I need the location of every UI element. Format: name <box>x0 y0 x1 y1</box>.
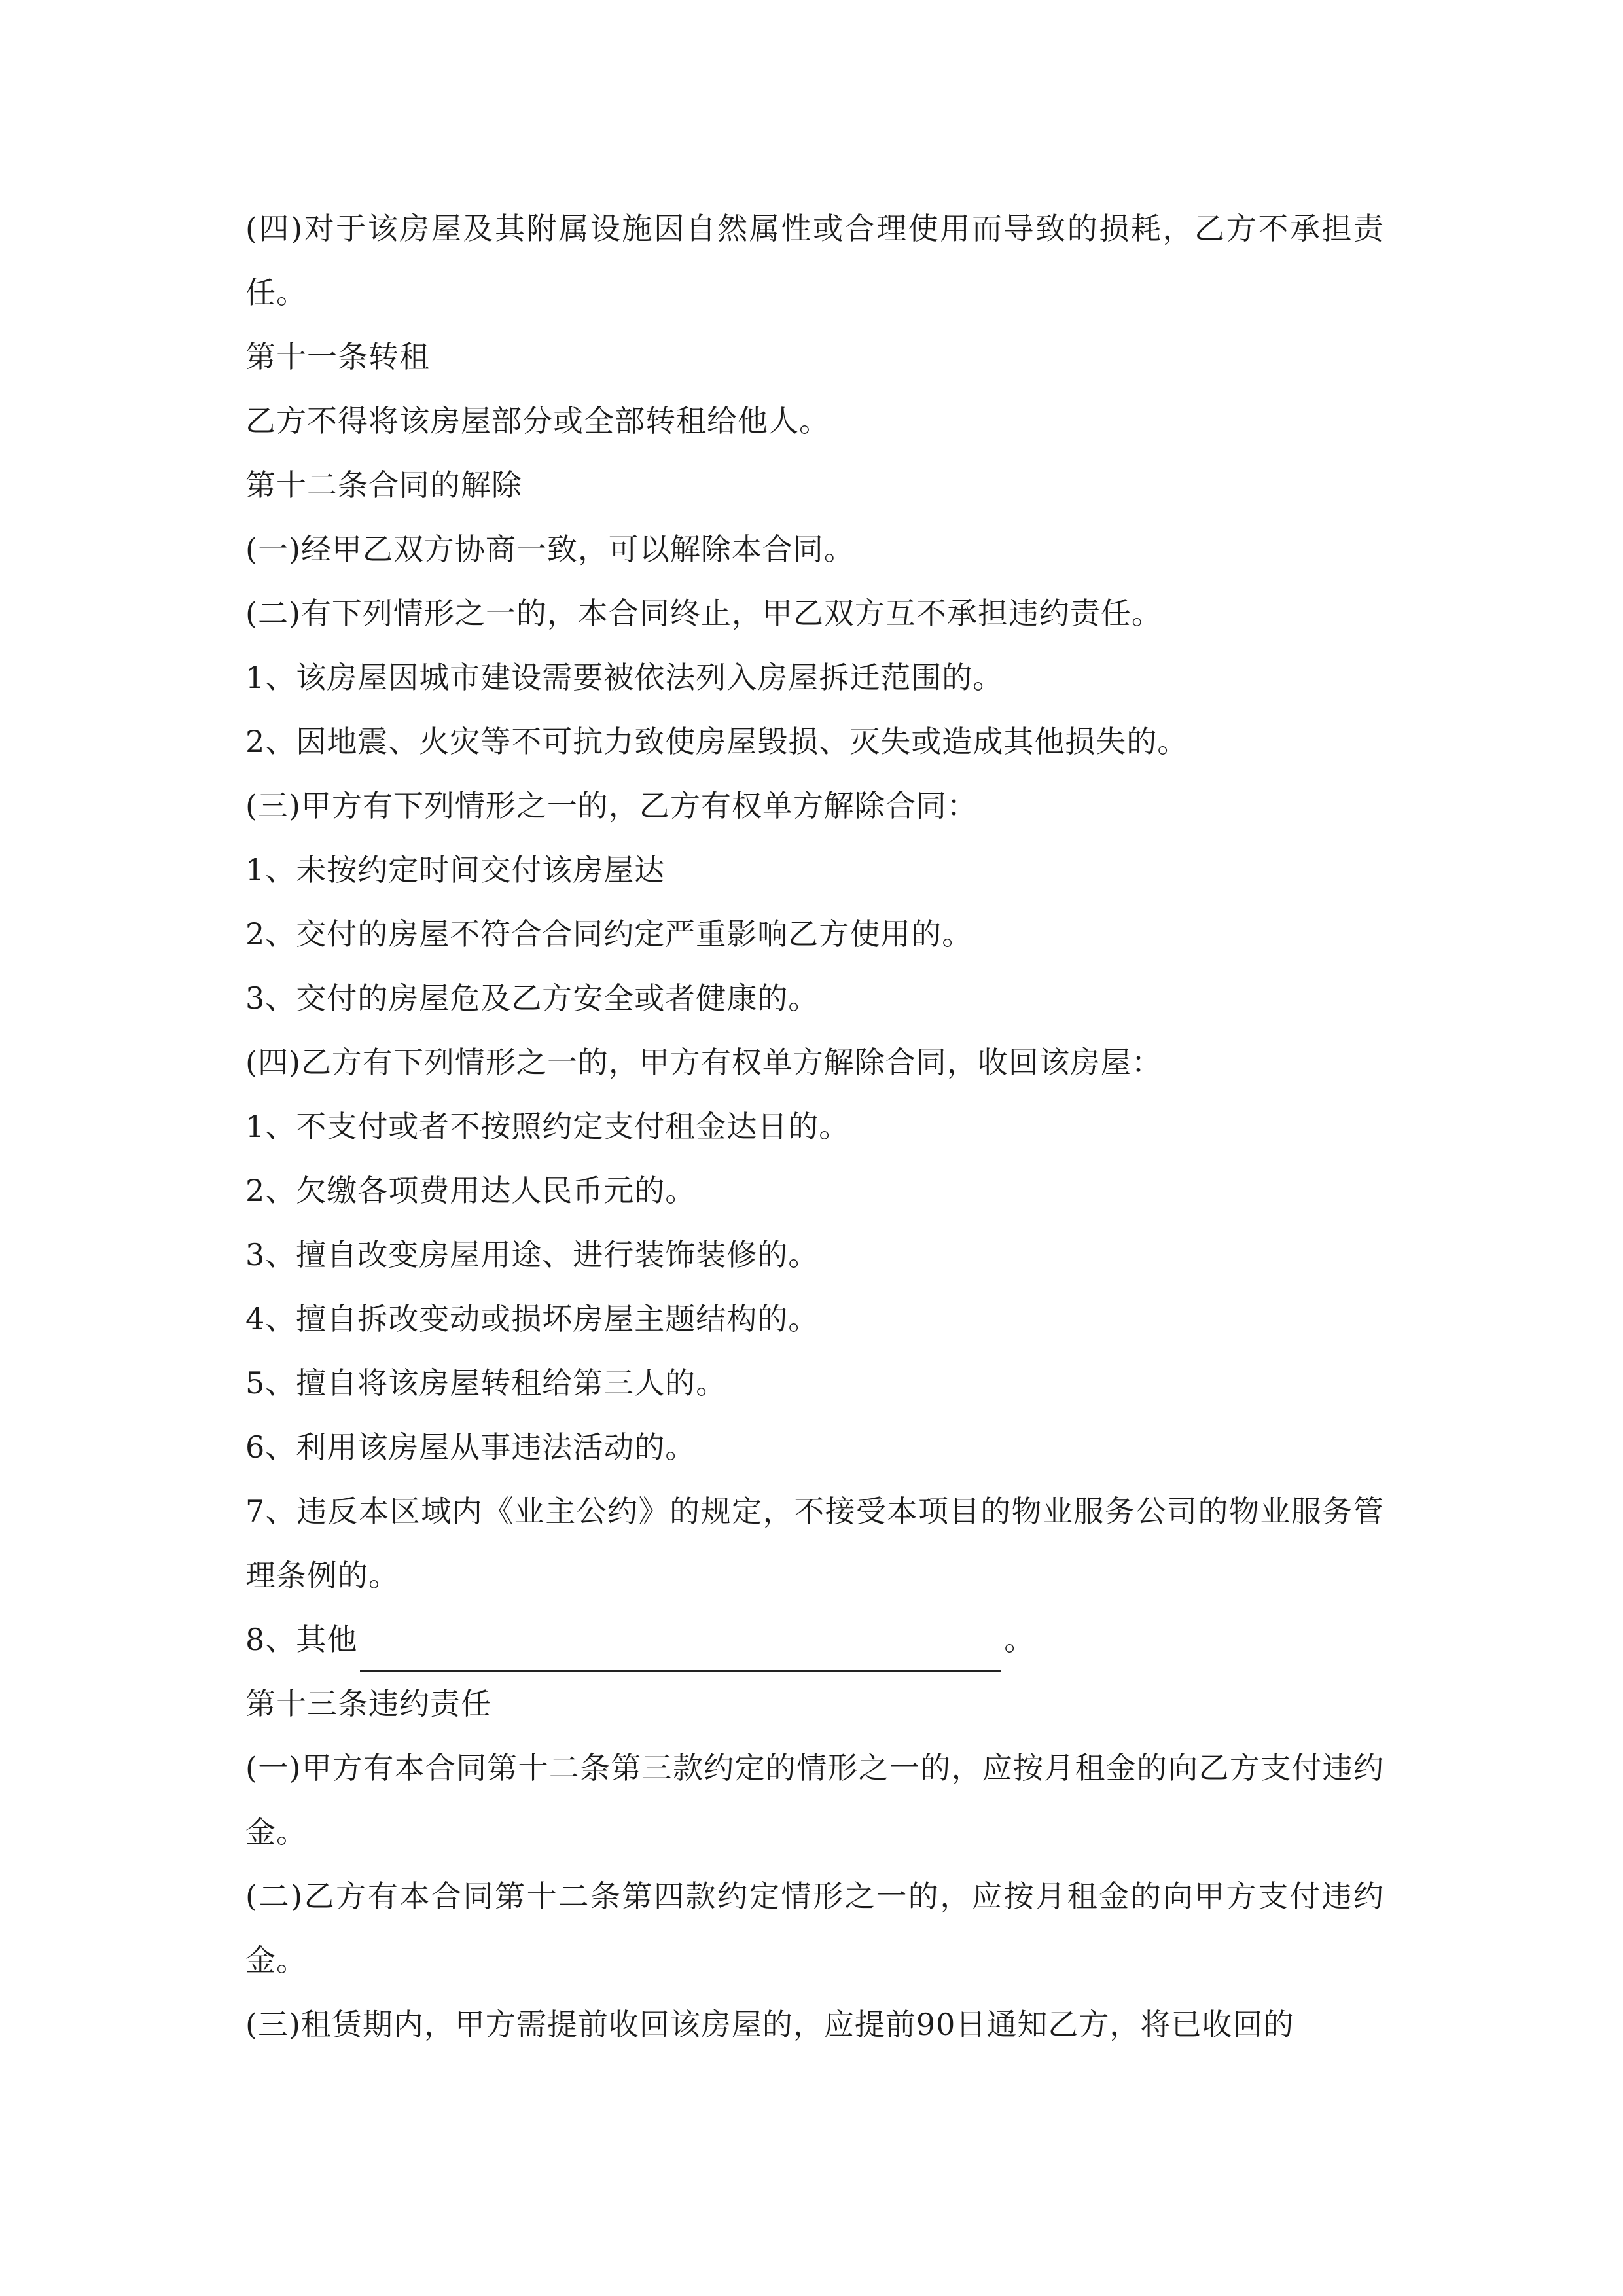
article-12-heading: 第十二条合同的解除 <box>245 467 522 503</box>
article-12-item-4-case-5: 5、擅自将该房屋转租给第三人的。 <box>245 1365 727 1401</box>
article-12-item-4-case-6: 6、利用该房屋从事违法活动的。 <box>245 1429 696 1465</box>
article-13-heading: 第十三条违约责任 <box>245 1686 491 1721</box>
case-8-label: 8、其他 <box>245 1622 358 1657</box>
clause-10-item-4: (四)对于该房屋及其附属设施因自然属性或合理使用而导致的损耗，乙方不承担责任。 <box>245 211 1384 310</box>
article-12-item-2-case-2: 2、因地震、火灾等不可抗力致使房屋毁损、灭失或造成其他损失的。 <box>245 724 1188 759</box>
article-12-item-3-case-3: 3、交付的房屋危及乙方安全或者健康的。 <box>245 980 819 1016</box>
article-11-heading: 第十一条转租 <box>245 339 430 374</box>
article-12-item-2-case-1: 1、该房屋因城市建设需要被依法列入房屋拆迁范围的。 <box>245 660 1004 695</box>
article-12-item-3: (三)甲方有下列情形之一的，乙方有权单方解除合同： <box>245 788 978 823</box>
case-8-suffix: 。 <box>1004 1622 1035 1657</box>
article-12-item-4-case-4: 4、擅自拆改变动或损坏房屋主题结构的。 <box>245 1301 819 1336</box>
article-12-item-4: (四)乙方有下列情形之一的，甲方有权单方解除合同，收回该房屋： <box>245 1045 1162 1080</box>
article-13-item-3: (三)租赁期内，甲方需提前收回该房屋的，应提前90日通知乙方，将已收回的 <box>245 2007 1294 2042</box>
article-12-item-2: (二)有下列情形之一的，本合同终止，甲乙双方互不承担违约责任。 <box>245 596 1162 631</box>
article-12-item-4-case-3: 3、擅自改变房屋用途、进行装饰装修的。 <box>245 1237 819 1272</box>
article-13-item-1: (一)甲方有本合同第十二条第三款约定的情形之一的，应按月租金的向乙方支付违约金。 <box>245 1750 1384 1850</box>
article-12-item-3-case-1: 1、未按约定时间交付该房屋达 <box>245 852 666 888</box>
article-12-item-4-case-8 <box>245 1607 1384 1672</box>
fill-in-blank <box>360 1627 1001 1672</box>
article-12-item-1: (一)经甲乙双方协商一致，可以解除本合同。 <box>245 531 855 567</box>
article-11-text: 乙方不得将该房屋部分或全部转租给他人。 <box>245 403 830 439</box>
article-12-item-3-case-2: 2、交付的房屋不符合合同约定严重影响乙方使用的。 <box>245 916 973 952</box>
article-12-item-4-case-2: 2、欠缴各项费用达人民币元的。 <box>245 1173 696 1208</box>
article-12-item-4-case-7: 7、违反本区域内《业主公约》的规定，不接受本项目的物业服务公司的物业服务管理条例的。 <box>245 1494 1384 1593</box>
document-body <box>245 196 1384 2056</box>
article-12-item-4-case-1: 1、不支付或者不按照约定支付租金达日的。 <box>245 1109 850 1144</box>
article-13-item-2: (二)乙方有本合同第十二条第四款约定情形之一的，应按月租金的向甲方支付违约金。 <box>245 1878 1384 1978</box>
